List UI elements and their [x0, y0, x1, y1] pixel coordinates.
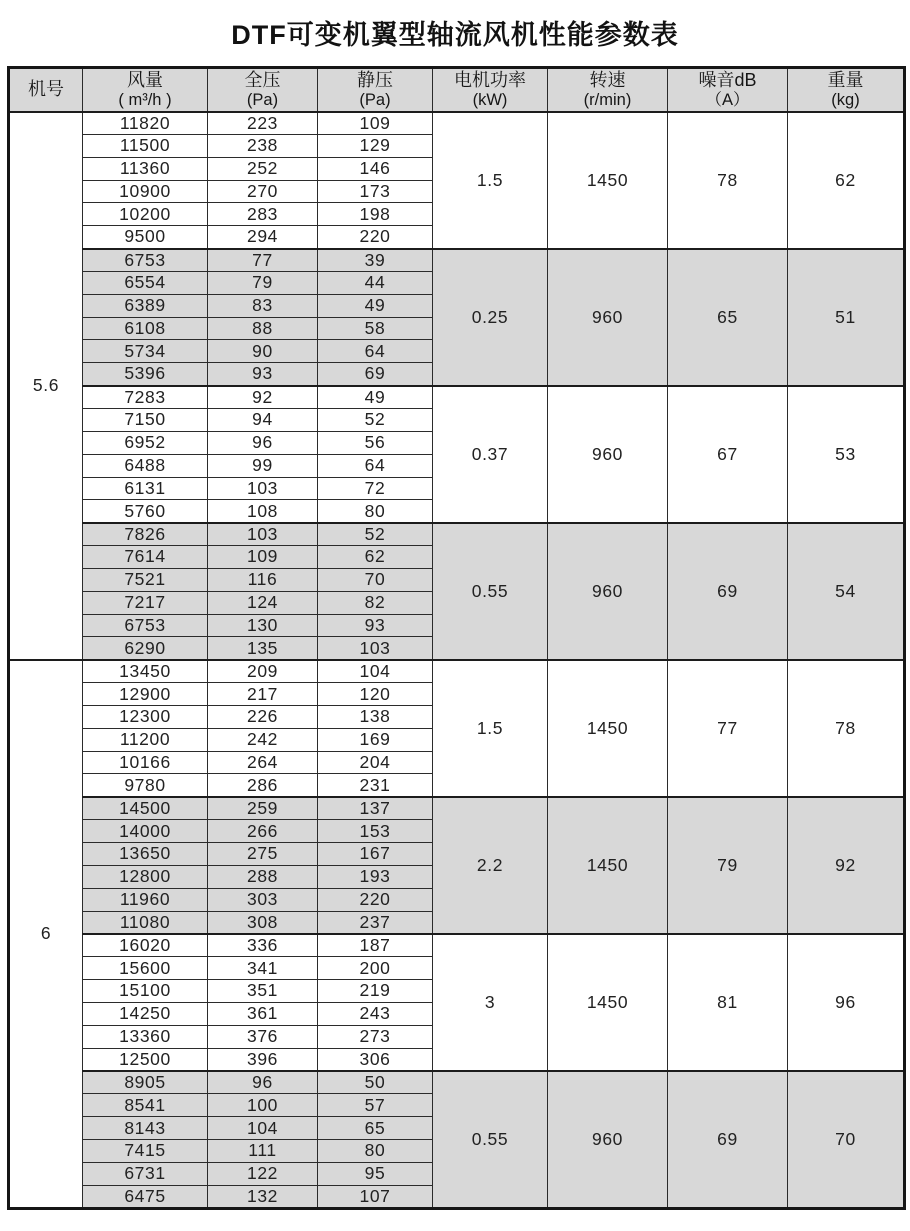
static-pressure-cell: 44 [318, 271, 433, 294]
static-pressure-cell: 109 [318, 112, 433, 135]
static-pressure-cell: 103 [318, 637, 433, 660]
total-pressure-cell: 252 [208, 157, 318, 180]
table-row [9, 1071, 905, 1094]
noise-cell: 67 [668, 386, 788, 523]
airflow-cell: 14000 [83, 820, 208, 843]
airflow-cell: 10200 [83, 203, 208, 226]
total-pressure-cell: 264 [208, 751, 318, 774]
airflow-cell: 15600 [83, 957, 208, 980]
static-pressure-cell: 52 [318, 523, 433, 546]
static-pressure-cell: 198 [318, 203, 433, 226]
total-pressure-cell: 130 [208, 614, 318, 637]
table-body [9, 112, 905, 1209]
noise-cell: 77 [668, 660, 788, 797]
static-pressure-cell: 146 [318, 157, 433, 180]
airflow-cell: 12500 [83, 1048, 208, 1071]
airflow-cell: 6488 [83, 454, 208, 477]
airflow-cell: 10900 [83, 180, 208, 203]
airflow-cell: 6108 [83, 317, 208, 340]
static-pressure-cell: 64 [318, 340, 433, 363]
static-pressure-cell: 62 [318, 546, 433, 569]
static-pressure-cell: 220 [318, 888, 433, 911]
airflow-cell: 14250 [83, 1002, 208, 1025]
motor-power-cell: 1.5 [433, 660, 548, 797]
static-pressure-cell: 173 [318, 180, 433, 203]
static-pressure-cell: 120 [318, 683, 433, 706]
total-pressure-cell: 109 [208, 546, 318, 569]
noise-cell: 69 [668, 523, 788, 660]
airflow-cell: 6290 [83, 637, 208, 660]
total-pressure-cell: 96 [208, 1071, 318, 1094]
total-pressure-cell: 275 [208, 843, 318, 866]
weight-cell: 92 [788, 797, 905, 934]
static-pressure-cell: 58 [318, 317, 433, 340]
motor-power-cell: 0.55 [433, 523, 548, 660]
airflow-cell: 5396 [83, 363, 208, 386]
total-pressure-cell: 100 [208, 1094, 318, 1117]
airflow-cell: 8541 [83, 1094, 208, 1117]
total-pressure-cell: 217 [208, 683, 318, 706]
static-pressure-cell: 69 [318, 363, 433, 386]
static-pressure-cell: 50 [318, 1071, 433, 1094]
airflow-cell: 12900 [83, 683, 208, 706]
airflow-cell: 6475 [83, 1185, 208, 1208]
static-pressure-cell: 129 [318, 134, 433, 157]
static-pressure-cell: 237 [318, 911, 433, 934]
static-pressure-cell: 231 [318, 774, 433, 797]
static-pressure-cell: 243 [318, 1002, 433, 1025]
col-header-noise [668, 68, 788, 112]
table-row [9, 797, 905, 820]
total-pressure-cell: 88 [208, 317, 318, 340]
static-pressure-cell: 273 [318, 1025, 433, 1048]
airflow-cell: 6753 [83, 614, 208, 637]
weight-cell: 54 [788, 523, 905, 660]
airflow-cell: 6753 [83, 249, 208, 272]
airflow-cell: 13650 [83, 843, 208, 866]
col-header-motor-power-unit: (kW) [472, 90, 508, 109]
static-pressure-cell: 107 [318, 1185, 433, 1208]
total-pressure-cell: 242 [208, 728, 318, 751]
total-pressure-cell: 238 [208, 134, 318, 157]
col-header-static-pressure-label: 静压 [357, 69, 393, 90]
speed-cell: 1450 [548, 797, 668, 934]
airflow-cell: 11360 [83, 157, 208, 180]
airflow-cell: 5734 [83, 340, 208, 363]
airflow-cell: 16020 [83, 934, 208, 957]
static-pressure-cell: 65 [318, 1117, 433, 1140]
static-pressure-cell: 39 [318, 249, 433, 272]
airflow-cell: 6952 [83, 431, 208, 454]
speed-cell: 960 [548, 386, 668, 523]
noise-cell: 78 [668, 112, 788, 249]
total-pressure-cell: 361 [208, 1002, 318, 1025]
motor-power-cell: 2.2 [433, 797, 548, 934]
total-pressure-cell: 226 [208, 705, 318, 728]
motor-power-cell: 0.25 [433, 249, 548, 386]
total-pressure-cell: 341 [208, 957, 318, 980]
static-pressure-cell: 193 [318, 865, 433, 888]
total-pressure-cell: 104 [208, 1117, 318, 1140]
table-row [9, 249, 905, 272]
speed-cell: 1450 [548, 112, 668, 249]
airflow-cell: 6389 [83, 294, 208, 317]
static-pressure-cell: 93 [318, 614, 433, 637]
airflow-cell: 12800 [83, 865, 208, 888]
noise-cell: 81 [668, 934, 788, 1071]
static-pressure-cell: 220 [318, 226, 433, 249]
weight-cell: 62 [788, 112, 905, 249]
static-pressure-cell: 82 [318, 591, 433, 614]
total-pressure-cell: 122 [208, 1162, 318, 1185]
airflow-cell: 7521 [83, 568, 208, 591]
airflow-cell: 13450 [83, 660, 208, 683]
static-pressure-cell: 219 [318, 980, 433, 1003]
airflow-cell: 7150 [83, 408, 208, 431]
table-row [9, 934, 905, 957]
airflow-cell: 10166 [83, 751, 208, 774]
weight-cell: 78 [788, 660, 905, 797]
static-pressure-cell: 49 [318, 294, 433, 317]
col-header-speed-unit: (r/min) [583, 90, 632, 109]
motor-power-cell: 0.55 [433, 1071, 548, 1208]
col-header-weight-label: 重量 [827, 69, 864, 90]
speed-cell: 1450 [548, 934, 668, 1071]
total-pressure-cell: 124 [208, 591, 318, 614]
motor-power-cell: 1.5 [433, 112, 548, 249]
total-pressure-cell: 99 [208, 454, 318, 477]
total-pressure-cell: 92 [208, 386, 318, 409]
static-pressure-cell: 137 [318, 797, 433, 820]
total-pressure-cell: 103 [208, 523, 318, 546]
airflow-cell: 6131 [83, 477, 208, 500]
static-pressure-cell: 70 [318, 568, 433, 591]
airflow-cell: 15100 [83, 980, 208, 1003]
weight-cell: 96 [788, 934, 905, 1071]
static-pressure-cell: 200 [318, 957, 433, 980]
total-pressure-cell: 286 [208, 774, 318, 797]
airflow-cell: 7217 [83, 591, 208, 614]
total-pressure-cell: 96 [208, 431, 318, 454]
airflow-cell: 13360 [83, 1025, 208, 1048]
total-pressure-cell: 270 [208, 180, 318, 203]
col-header-noise-unit: （A） [705, 90, 750, 109]
static-pressure-cell: 138 [318, 705, 433, 728]
total-pressure-cell: 376 [208, 1025, 318, 1048]
speed-cell: 960 [548, 523, 668, 660]
static-pressure-cell: 56 [318, 431, 433, 454]
total-pressure-cell: 94 [208, 408, 318, 431]
col-header-machine-no-label: 机号 [28, 79, 64, 100]
speed-cell: 960 [548, 1071, 668, 1208]
total-pressure-cell: 396 [208, 1048, 318, 1071]
col-header-total-pressure-label: 全压 [244, 69, 281, 90]
static-pressure-cell: 80 [318, 1139, 433, 1162]
weight-cell: 51 [788, 249, 905, 386]
static-pressure-cell: 153 [318, 820, 433, 843]
static-pressure-cell: 57 [318, 1094, 433, 1117]
airflow-cell: 8143 [83, 1117, 208, 1140]
static-pressure-cell: 204 [318, 751, 433, 774]
airflow-cell: 12300 [83, 705, 208, 728]
total-pressure-cell: 116 [208, 568, 318, 591]
static-pressure-cell: 187 [318, 934, 433, 957]
airflow-cell: 6731 [83, 1162, 208, 1185]
col-header-noise-label: 噪音dB [698, 69, 757, 90]
total-pressure-cell: 209 [208, 660, 318, 683]
static-pressure-cell: 80 [318, 500, 433, 523]
machine-number-cell: 6 [9, 660, 83, 1208]
header-row [9, 68, 905, 112]
col-header-motor-power-label: 电机功率 [454, 69, 526, 90]
table-header [9, 68, 905, 112]
total-pressure-cell: 135 [208, 637, 318, 660]
total-pressure-cell: 111 [208, 1139, 318, 1162]
col-header-total-pressure-unit: (Pa) [246, 90, 279, 109]
total-pressure-cell: 90 [208, 340, 318, 363]
total-pressure-cell: 103 [208, 477, 318, 500]
speed-cell: 1450 [548, 660, 668, 797]
total-pressure-cell: 259 [208, 797, 318, 820]
total-pressure-cell: 223 [208, 112, 318, 135]
table-row [9, 523, 905, 546]
airflow-cell: 11080 [83, 911, 208, 934]
total-pressure-cell: 83 [208, 294, 318, 317]
col-header-airflow-unit: ( m³/h ) [118, 90, 172, 109]
col-header-total-pressure [208, 68, 318, 112]
static-pressure-cell: 95 [318, 1162, 433, 1185]
total-pressure-cell: 351 [208, 980, 318, 1003]
total-pressure-cell: 308 [208, 911, 318, 934]
total-pressure-cell: 283 [208, 203, 318, 226]
airflow-cell: 7826 [83, 523, 208, 546]
total-pressure-cell: 93 [208, 363, 318, 386]
total-pressure-cell: 294 [208, 226, 318, 249]
static-pressure-cell: 169 [318, 728, 433, 751]
static-pressure-cell: 64 [318, 454, 433, 477]
total-pressure-cell: 303 [208, 888, 318, 911]
table-row [9, 112, 905, 135]
airflow-cell: 9780 [83, 774, 208, 797]
static-pressure-cell: 167 [318, 843, 433, 866]
total-pressure-cell: 108 [208, 500, 318, 523]
col-header-static-pressure-unit: (Pa) [359, 90, 391, 109]
col-header-weight-unit: (kg) [831, 90, 860, 109]
total-pressure-cell: 266 [208, 820, 318, 843]
weight-cell: 70 [788, 1071, 905, 1208]
total-pressure-cell: 132 [208, 1185, 318, 1208]
col-header-airflow [83, 68, 208, 112]
static-pressure-cell: 306 [318, 1048, 433, 1071]
col-header-airflow-label: 风量 [127, 69, 163, 90]
airflow-cell: 6554 [83, 271, 208, 294]
col-header-motor-power [433, 68, 548, 112]
total-pressure-cell: 288 [208, 865, 318, 888]
airflow-cell: 11200 [83, 728, 208, 751]
machine-number-cell: 5.6 [9, 112, 83, 660]
airflow-cell: 7415 [83, 1139, 208, 1162]
performance-table [7, 66, 906, 1210]
airflow-cell: 8905 [83, 1071, 208, 1094]
airflow-cell: 9500 [83, 226, 208, 249]
static-pressure-cell: 49 [318, 386, 433, 409]
airflow-cell: 11820 [83, 112, 208, 135]
airflow-cell: 7614 [83, 546, 208, 569]
airflow-cell: 5760 [83, 500, 208, 523]
noise-cell: 69 [668, 1071, 788, 1208]
col-header-static-pressure [318, 68, 433, 112]
motor-power-cell: 0.37 [433, 386, 548, 523]
total-pressure-cell: 336 [208, 934, 318, 957]
airflow-cell: 11960 [83, 888, 208, 911]
speed-cell: 960 [548, 249, 668, 386]
col-header-weight [788, 68, 905, 112]
total-pressure-cell: 77 [208, 249, 318, 272]
static-pressure-cell: 72 [318, 477, 433, 500]
static-pressure-cell: 52 [318, 408, 433, 431]
total-pressure-cell: 79 [208, 271, 318, 294]
airflow-cell: 14500 [83, 797, 208, 820]
noise-cell: 65 [668, 249, 788, 386]
noise-cell: 79 [668, 797, 788, 934]
col-header-speed [548, 68, 668, 112]
col-header-speed-label: 转速 [589, 69, 626, 90]
page-title: DTF可变机翼型轴流风机性能参数表 [231, 20, 679, 50]
motor-power-cell: 3 [433, 934, 548, 1071]
col-header-machine-no [9, 68, 83, 112]
weight-cell: 53 [788, 386, 905, 523]
static-pressure-cell: 104 [318, 660, 433, 683]
airflow-cell: 7283 [83, 386, 208, 409]
airflow-cell: 11500 [83, 134, 208, 157]
table-row [9, 386, 905, 409]
table-row [9, 660, 905, 683]
